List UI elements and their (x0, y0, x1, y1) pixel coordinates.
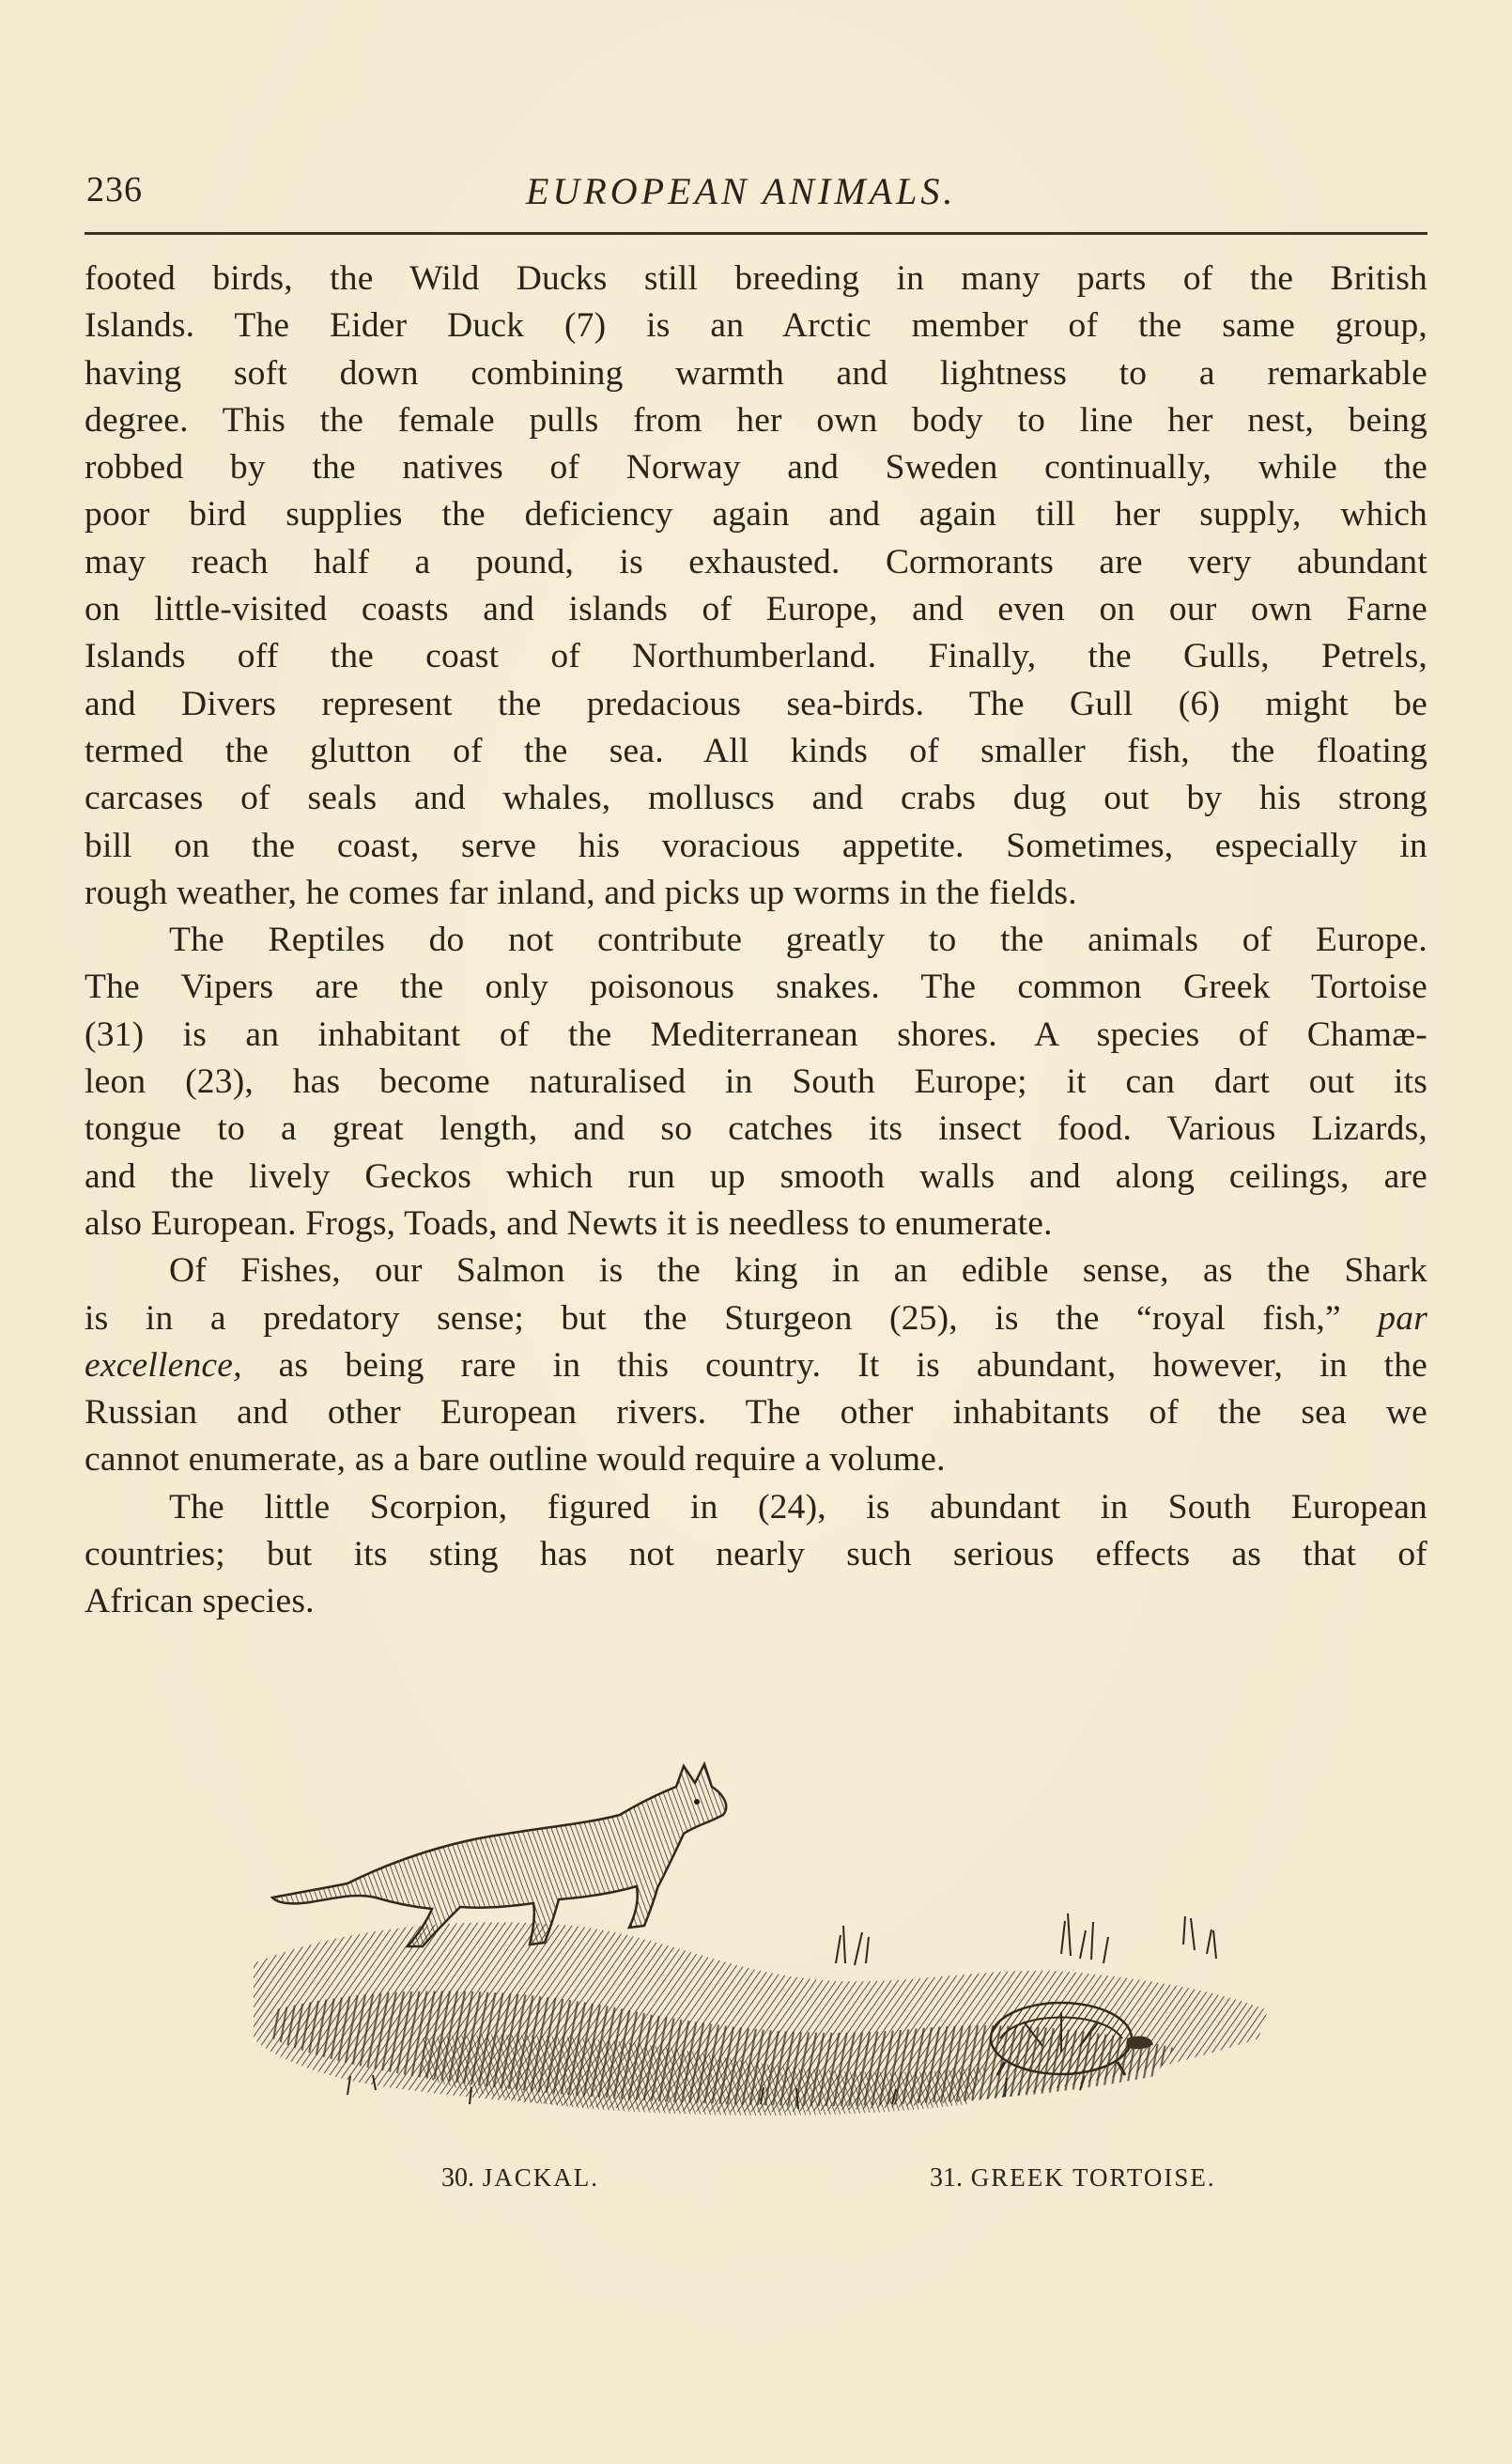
text-line: tongue to a great length, and so catches its insect food. Various Lizards, (85, 1109, 1427, 1149)
text-line: leon (23), has become naturalised in South Europe; it can dart out its (85, 1062, 1427, 1102)
page-header (85, 160, 1427, 216)
text-line: Russian and other European rivers. The other inhabitants of the sea we (85, 1393, 1427, 1433)
italic-word: par (1378, 1298, 1427, 1338)
running-title: EUROPEAN ANIMALS. (526, 170, 957, 212)
caption-label: JACKAL. (482, 2163, 600, 2192)
text-line: also European. Frogs, Toads, and Newts it is needless to enumerate. (85, 1203, 1053, 1243)
text-line-with-italic (85, 1295, 1427, 1342)
text-line: footed birds, the Wild Ducks still breeding in many parts of the British (85, 259, 1427, 298)
jackal-tortoise-engraving (235, 1728, 1305, 2151)
header-rule (85, 232, 1427, 235)
paragraph-start: The Reptiles do not contribute greatly to the animals of Europe. (169, 921, 1427, 960)
text-line: and the lively Geckos which run up smooth walls and along ceilings, are (85, 1156, 1427, 1196)
text-line: The Vipers are the only poisonous snakes. The common Greek Tortoise (85, 968, 1427, 1007)
italic-word: excellence, (85, 1345, 242, 1385)
text-line-with-italic (85, 1342, 1427, 1389)
page-number: 236 (86, 170, 143, 209)
paragraph-start: The little Scorpion, figured in (24), is abundant in South European (169, 1487, 1427, 1526)
text-line: carcases of seals and whales, molluscs and crabs dug out by his strong (85, 779, 1427, 818)
text-line: may reach half a pound, is exhausted. Cormorants are very abundant (85, 542, 1427, 581)
text-line: countries; but its sting has not nearly such serious effects as that of (85, 1535, 1427, 1574)
caption-number: 30. (441, 2163, 474, 2193)
text-line: cannot enumerate, as a bare outline would require a volume. (85, 1440, 946, 1480)
jackal (272, 1764, 726, 1946)
text-line: robbed by the natives of Norway and Sweden continually, while the (85, 448, 1427, 488)
text-segment: as being rare in this country. It is abundant, however, in the (278, 1345, 1427, 1385)
text-line: bill on the coast, serve his voracious appetite. Sometimes, especially in (85, 826, 1427, 865)
text-line: (31) is an inhabitant of the Mediterranean shores. A species of Chamæ- (85, 1015, 1427, 1054)
text-line: Islands off the coast of Northumberland. Finally, the Gulls, Petrels, (85, 637, 1427, 676)
text-line: poor bird supplies the deficiency again and again till her supply, which (85, 495, 1427, 535)
figure-caption-tortoise (930, 2163, 1216, 2193)
text-line: and Divers represent the predacious sea-birds. The Gull (6) might be (85, 684, 1427, 723)
text-line: on little-visited coasts and islands of Europe, and even on our own Farne (85, 590, 1427, 629)
text-line: rough weather, he comes far inland, and picks up worms in the fields. (85, 873, 1077, 912)
text-line: degree. This the female pulls from her own body to line her nest, being (85, 400, 1427, 440)
paragraph-start: Of Fishes, our Salmon is the king in an edible sense, as the Shark (169, 1251, 1427, 1291)
text-line: Islands. The Eider Duck (7) is an Arctic member of the same group, (85, 306, 1427, 346)
text-line: African species. (85, 1582, 315, 1621)
body-text (85, 256, 1427, 1626)
figure-caption-jackal (441, 2163, 599, 2193)
text-line: having soft down combining warmth and lightness to a remarkable (85, 353, 1427, 393)
caption-number: 31. (930, 2163, 963, 2193)
caption-label: GREEK TORTOISE. (970, 2163, 1216, 2192)
text-segment: is in a predatory sense; but the Sturgeon (25), is the “royal fish,” (85, 1298, 1341, 1338)
text-line: termed the glutton of the sea. All kinds of smaller fish, the floating (85, 731, 1427, 770)
